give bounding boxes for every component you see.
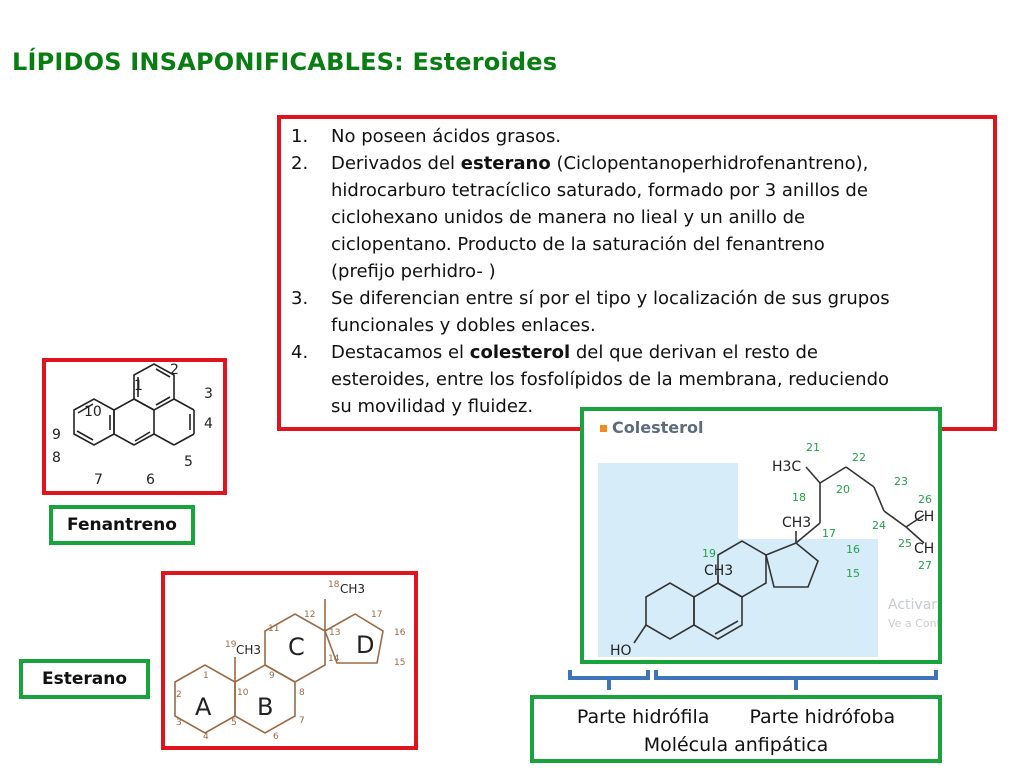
esterano-carbon: 11	[268, 624, 280, 634]
list-item: 1. No poseen ácidos grasos.	[291, 126, 562, 147]
esterano-label: Esterano	[19, 659, 150, 699]
page-title: LÍPIDOS INSAPONIFICABLES: Esteroides	[12, 48, 558, 76]
esterano-structure	[165, 575, 414, 746]
carbon-number: 26	[918, 493, 932, 506]
methyl-21-label: H3C	[772, 459, 802, 475]
list-item: 2. Derivados del esterano (Ciclopentanoperhidrofenantreno), hidrocarburo tetracíclico saturado, formado por 3 anillos de ciclohexano unidos de manera no lieal y un anillo de ciclopentano. Producto de la saturación del fenantreno (prefijo perhidro- )	[291, 153, 869, 282]
methyl-26-label: CH	[914, 509, 935, 525]
list-item: 3. Se diferencian entre sí por el tipo y localización de sus grupos funcionales y dobles enlaces.	[291, 288, 890, 336]
list-item: 4. Destacamos el colesterol del que derivan el resto de esteroides, entre los fosfolípidos de la membrana, reduciendo su movilidad y fluidez.	[291, 342, 890, 417]
esterano-methyl-18: CH3	[340, 582, 366, 596]
carbon-number: 21	[806, 441, 820, 454]
esterano-carbon: 2	[176, 690, 182, 700]
fenantreno-number: 5	[184, 454, 193, 470]
hydrophilic-label: Parte hidrófila	[576, 706, 710, 728]
fenantreno-number: 6	[146, 472, 155, 488]
esterano-carbon: 3	[176, 718, 182, 728]
fenantreno-structure	[46, 362, 223, 491]
fenantreno-number: 3	[204, 386, 213, 402]
esterano-carbon: 10	[237, 688, 249, 698]
esterano-carbon: 9	[269, 671, 275, 681]
esterano-carbon: 15	[394, 658, 406, 668]
carbon-number: 18	[792, 491, 806, 504]
carbon-number: 20	[836, 483, 850, 496]
colesterol-structure-box	[580, 407, 942, 664]
ring-label-c: C	[288, 633, 305, 661]
hydroxyl-label: HO	[610, 643, 632, 659]
characteristics-list	[291, 123, 983, 420]
fenantreno-number: 10	[84, 404, 102, 420]
fenantreno-number: 4	[204, 416, 213, 432]
carbon-number: 16	[846, 543, 860, 556]
carbon-number: 19	[702, 547, 716, 560]
esterano-carbon: 12	[304, 610, 316, 620]
esterano-carbon: 4	[203, 732, 209, 742]
watermark-text: Activar	[888, 597, 938, 613]
hydrophobic-label: Parte hidrófoba	[749, 706, 896, 728]
esterano-methyl-number: 19	[225, 640, 237, 650]
esterano-carbon: 5	[231, 718, 237, 728]
hydrophilic-shade	[598, 463, 738, 657]
carbon-number: 15	[846, 567, 860, 580]
amphipathic-braces	[560, 666, 940, 696]
methyl-18-label: CH3	[782, 515, 812, 531]
esterano-structure-box	[161, 571, 418, 750]
colesterol-title: Colesterol	[612, 418, 704, 437]
ring-label-d: D	[356, 631, 375, 659]
methyl-27-label: CH	[914, 541, 935, 557]
esterano-carbon: 13	[329, 628, 341, 638]
esterano-carbon: 6	[273, 732, 279, 742]
ring-label-a: A	[195, 693, 212, 721]
hydrophobic-brace	[656, 670, 936, 678]
esterano-methyl-19: CH3	[236, 643, 262, 657]
esterano-carbon: 17	[371, 610, 383, 620]
hydrophilic-brace	[570, 670, 648, 678]
carbon-number: 22	[852, 451, 866, 464]
methyl-19-label: CH3	[704, 563, 734, 579]
characteristics-box	[277, 115, 997, 431]
hydrophobic-shade	[738, 539, 878, 657]
fenantreno-number: 9	[52, 427, 61, 443]
bullet-square-icon	[600, 425, 607, 432]
esterano-carbon: 7	[299, 716, 305, 726]
fenantreno-number: 7	[94, 472, 103, 488]
colesterol-structure	[584, 411, 938, 660]
carbon-number: 17	[822, 527, 836, 540]
amphipathic-caption-box	[530, 695, 942, 763]
ring-label-b: B	[257, 693, 274, 721]
fenantreno-number: 8	[52, 450, 61, 466]
esterano-carbon: 16	[394, 628, 406, 638]
carbon-number: 25	[898, 537, 912, 550]
carbon-number: 24	[872, 519, 886, 532]
fenantreno-label: Fenantreno	[49, 505, 195, 545]
fenantreno-number: 2	[170, 362, 179, 378]
carbon-number: 23	[894, 475, 908, 488]
esterano-carbon: 14	[328, 654, 340, 664]
fenantreno-number: 1	[134, 378, 143, 394]
esterano-methyl-number: 18	[328, 580, 340, 590]
carbon-number: 27	[918, 559, 932, 572]
esterano-carbon: 1	[203, 671, 209, 681]
watermark-text: Ve a Cont	[888, 617, 938, 630]
esterano-carbon: 8	[299, 688, 305, 698]
amphipathic-molecule-label: Molécula anfipática	[643, 734, 829, 756]
amphipathic-parts	[534, 703, 938, 731]
fenantreno-structure-box	[42, 358, 227, 495]
